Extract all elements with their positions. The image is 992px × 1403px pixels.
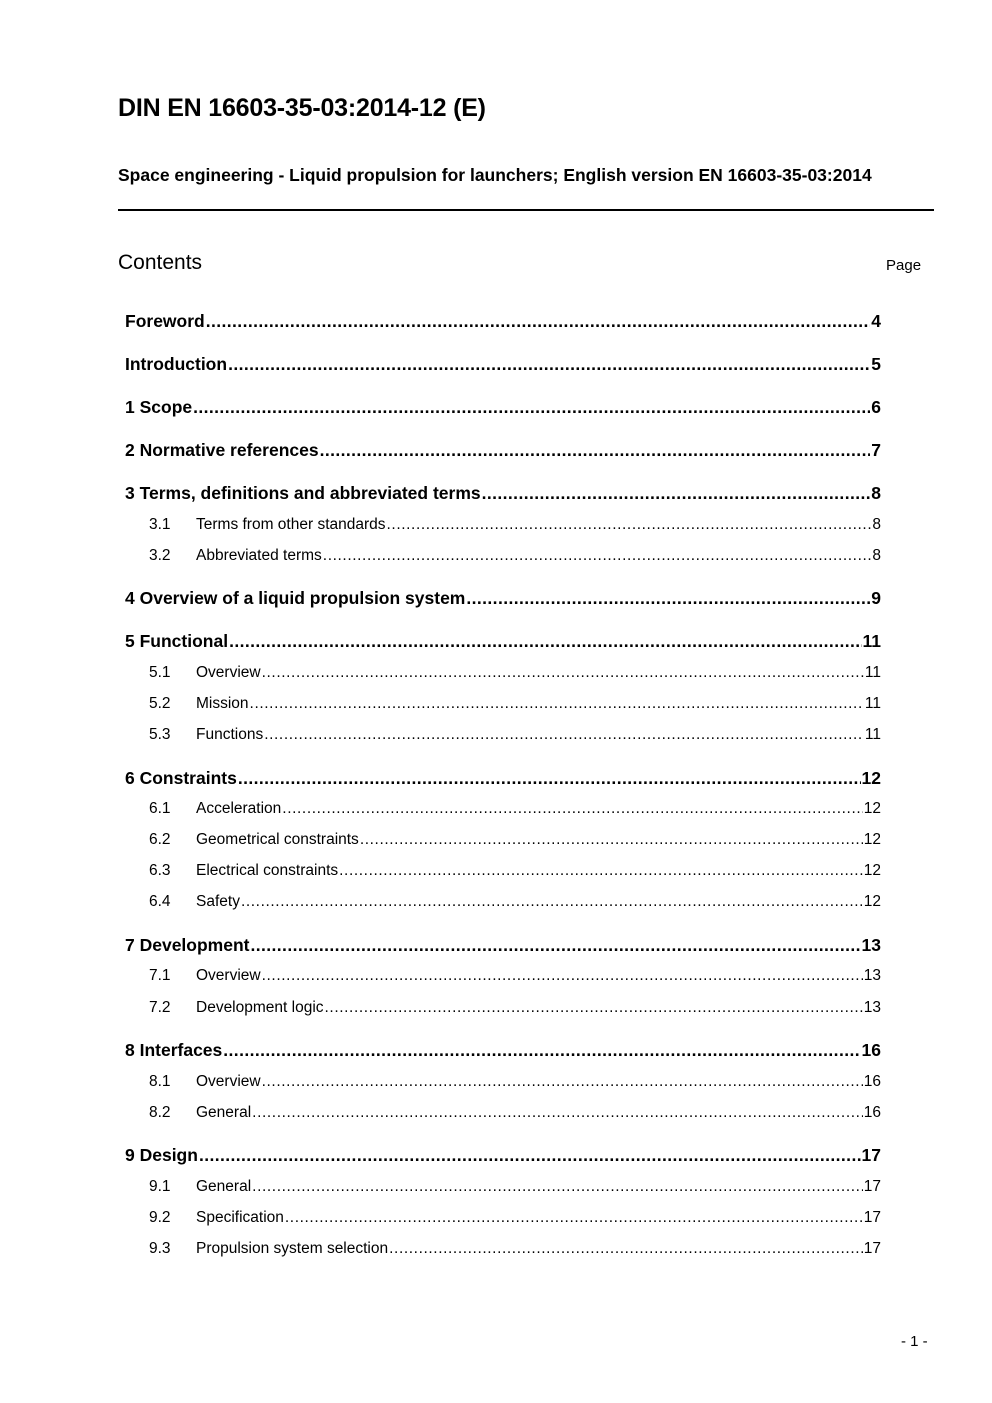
toc-leader-dots [223,1038,860,1062]
toc-subentry-page: 8 [872,547,881,564]
toc-subentry-8-2[interactable] [149,1103,881,1123]
toc-subentry-5-2[interactable] [149,694,881,714]
toc-subentry-label: General [196,1178,252,1195]
toc-entry-label: 6 Constraints [125,768,237,788]
toc-subentry-page: 16 [863,1104,881,1121]
page-column-label: Page [886,257,922,274]
toc-leader-dots [323,546,872,566]
toc-entry-label: Introduction [125,354,228,374]
toc-subentry-page: 12 [863,893,881,910]
toc-entry-label: 8 Interfaces [125,1040,223,1060]
toc-subentry-page: 8 [872,516,881,533]
toc-subentry-6-2[interactable] [149,830,881,850]
toc-subentry-page: 13 [863,967,881,984]
toc-entry-terms-definitions[interactable] [125,481,881,505]
toc-leader-dots [339,861,863,881]
toc-subentry-6-4[interactable] [149,892,881,912]
toc-entry-design[interactable] [125,1143,881,1167]
toc-subentry-number: 9.2 [149,1209,171,1226]
toc-leader-dots [229,629,861,653]
toc-leader-dots [285,1208,863,1228]
toc-entry-page: 12 [861,768,881,788]
toc-subentry-page: 17 [863,1209,881,1226]
toc-subentry-number: 5.1 [149,664,171,681]
toc-subentry-6-1[interactable] [149,799,881,819]
toc-subentry-label: Overview [196,1073,261,1090]
toc-entry-page: 9 [871,588,881,608]
toc-subentry-page: 11 [864,664,881,681]
toc-subentry-label: Functions [196,726,264,743]
toc-subentry-label: Acceleration [196,800,282,817]
toc-subentry-label: Overview [196,664,261,681]
document-subtitle: Space engineering - Liquid propulsion for launchers; English version EN 16603-35-03:2014 [118,165,872,185]
toc-entry-label: 9 Design [125,1145,198,1165]
toc-subentry-number: 6.1 [149,800,171,817]
toc-entry-page: 16 [861,1040,881,1060]
toc-leader-dots [252,1103,863,1123]
toc-subentry-number: 8.2 [149,1104,171,1121]
toc-entry-label: 5 Functional [125,631,229,651]
toc-subentry-9-3[interactable] [149,1239,881,1259]
toc-subentry-7-1[interactable] [149,966,881,986]
toc-leader-dots [387,515,872,535]
toc-subentry-5-3[interactable] [149,725,881,745]
toc-entry-introduction[interactable] [125,352,881,376]
toc-subentry-page: 17 [863,1240,881,1257]
toc-subentry-label: Safety [196,893,240,910]
toc-entry-page: 4 [871,311,881,331]
toc-subentry-number: 3.1 [149,516,171,533]
toc-subentry-page: 16 [863,1073,881,1090]
header-divider [118,209,934,211]
toc-subentry-5-1[interactable] [149,663,881,683]
toc-subentry-number: 8.1 [149,1073,171,1090]
toc-entry-scope[interactable] [125,395,881,419]
toc-subentry-8-1[interactable] [149,1072,881,1092]
toc-entry-label: 3 Terms, definitions and abbreviated terms [125,483,481,503]
toc-leader-dots [250,933,860,957]
toc-subentry-number: 6.2 [149,831,171,848]
toc-subentry-number: 9.1 [149,1178,171,1195]
toc-entry-page: 13 [861,935,881,955]
toc-entry-overview-liquid-propulsion[interactable] [125,586,881,610]
toc-leader-dots [241,892,863,912]
toc-subentry-label: Electrical constraints [196,862,339,879]
toc-subentry-9-1[interactable] [149,1177,881,1197]
toc-subentry-number: 7.1 [149,967,171,984]
toc-subentry-label: Mission [196,695,249,712]
toc-subentry-page: 12 [863,862,881,879]
toc-entry-page: 8 [871,483,881,503]
toc-entry-constraints[interactable] [125,766,881,790]
toc-leader-dots [250,694,864,714]
toc-leader-dots [264,725,864,745]
toc-entry-label: Foreword [125,311,205,331]
page-number: - 1 - [901,1333,928,1350]
toc-leader-dots [252,1177,863,1197]
toc-subentry-number: 9.3 [149,1240,171,1257]
toc-subentry-page: 13 [863,999,881,1016]
toc-leader-dots [262,663,864,683]
toc-entry-label: 1 Scope [125,397,193,417]
toc-subentry-page: 12 [863,831,881,848]
contents-heading: Contents [118,251,203,274]
toc-entry-page: 17 [861,1145,881,1165]
toc-subentry-number: 3.2 [149,547,171,564]
toc-subentry-7-2[interactable] [149,998,881,1018]
toc-entry-functional[interactable] [125,629,881,653]
toc-subentry-9-2[interactable] [149,1208,881,1228]
document-title: DIN EN 16603-35-03:2014-12 (E) [118,94,486,122]
toc-subentry-page: 17 [863,1178,881,1195]
toc-leader-dots [193,395,870,419]
toc-subentry-number: 5.2 [149,695,171,712]
toc-entry-page: 6 [871,397,881,417]
toc-leader-dots [262,1072,863,1092]
toc-subentry-label: Development logic [196,999,324,1016]
toc-subentry-label: Terms from other standards [196,516,386,533]
toc-leader-dots [228,352,870,376]
toc-subentry-label: Overview [196,967,261,984]
toc-leader-dots [320,438,871,462]
toc-subentry-3-1[interactable] [149,515,881,535]
toc-entry-foreword[interactable] [125,309,881,333]
toc-leader-dots [206,309,871,333]
toc-entry-label: 4 Overview of a liquid propulsion system [125,588,466,608]
toc-entry-interfaces[interactable] [125,1038,881,1062]
toc-leader-dots [199,1143,861,1167]
toc-subentry-number: 7.2 [149,999,171,1016]
toc-leader-dots [282,799,862,819]
toc-entry-page: 5 [871,354,881,374]
toc-entry-page: 7 [871,440,881,460]
toc-leader-dots [389,1239,863,1259]
toc-subentry-page: 11 [864,726,881,743]
toc-subentry-label: Propulsion system selection [196,1240,389,1257]
toc-leader-dots [325,998,863,1018]
toc-entry-page: 11 [862,631,881,651]
toc-subentry-label: Geometrical constraints [196,831,359,848]
toc-leader-dots [482,481,871,505]
toc-subentry-3-2[interactable] [149,546,881,566]
toc-leader-dots [466,586,870,610]
toc-leader-dots [238,766,861,790]
toc-subentry-label: General [196,1104,252,1121]
toc-subentry-label: Specification [196,1209,284,1226]
toc-subentry-page: 11 [864,695,881,712]
toc-subentry-number: 6.3 [149,862,171,879]
toc-leader-dots [360,830,863,850]
toc-subentry-number: 5.3 [149,726,171,743]
toc-subentry-number: 6.4 [149,893,171,910]
toc-subentry-6-3[interactable] [149,861,881,881]
toc-subentry-page: 12 [863,800,881,817]
toc-subentry-label: Abbreviated terms [196,547,322,564]
toc-entry-development[interactable] [125,933,881,957]
toc-entry-normative-references[interactable] [125,438,881,462]
toc-entry-label: 7 Development [125,935,250,955]
toc-leader-dots [262,966,863,986]
toc-entry-label: 2 Normative references [125,440,319,460]
